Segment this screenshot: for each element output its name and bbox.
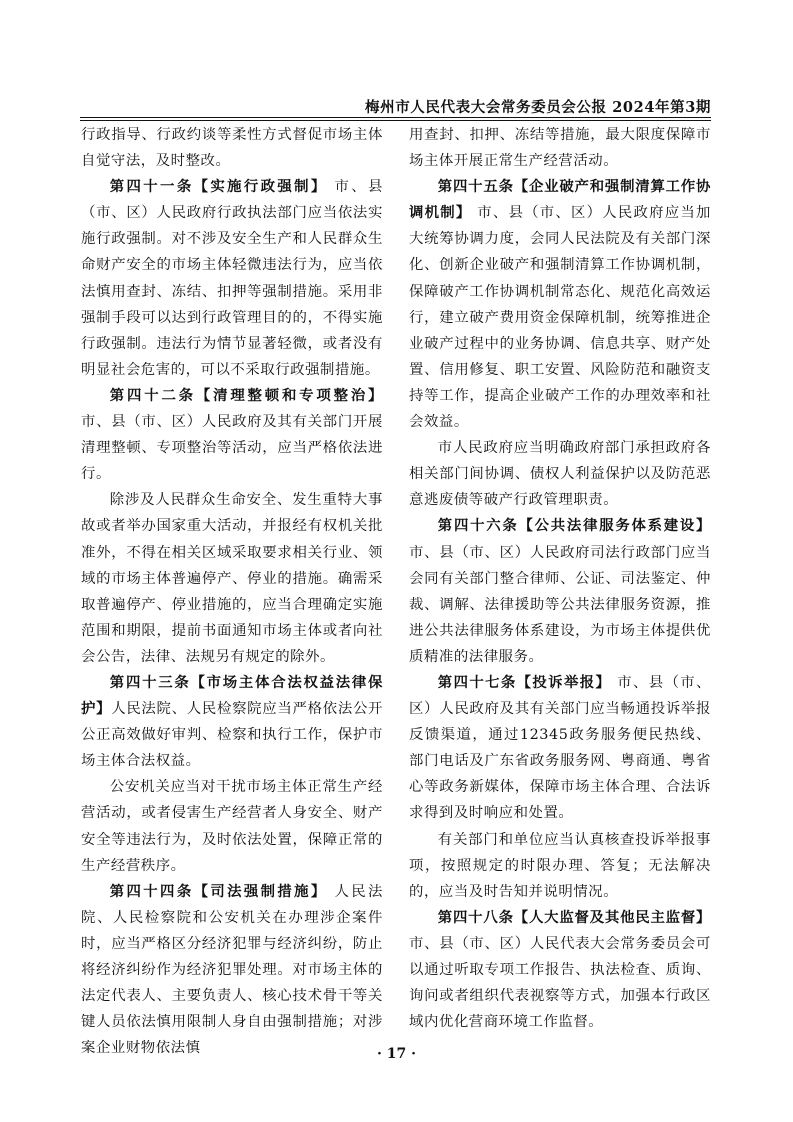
article-46 <box>409 513 711 670</box>
continued-paragraph: 用查封、扣押、冻结等措施，最大限度保障市场主体开展正常生产经营活动。 <box>409 127 711 170</box>
article-43-paragraph-2: 公安机关应当对干扰市场主体正常生产经营活动，或者侵害生产经营者人身安全、财产安全等违法行为，及时依法处置，保障正常的生产经营秩序。 <box>81 779 383 874</box>
article-43 <box>81 670 383 774</box>
left-column <box>81 122 383 1061</box>
article-47-title: 第四十七条【投诉举报】 <box>437 673 612 691</box>
continued-paragraph: 行政指导、行政约谈等柔性方式督促市场主体自觉守法，及时整改。 <box>81 127 383 170</box>
article-41-title: 第四十一条【实施行政强制】 <box>109 178 328 196</box>
article-45-title: 第四十五条【企业破产和强制清算工作协调机制】 <box>409 178 711 222</box>
right-column <box>409 122 711 1035</box>
article-45 <box>409 174 711 435</box>
article-44-title: 第四十四条【司法强制措施】 <box>109 882 328 900</box>
article-47 <box>409 670 711 827</box>
journal-header: 梅州市人民代表大会常务委员会公报 2024年第3期 <box>365 99 711 116</box>
article-41-text: 市、县（市、区）人民政府行政执法部门应当依法实施行政强制。对不涉及安全生产和人民群众生命财产安全的市场主体轻微违法行为，应当依法慎用查封、冻结、扣押等强制措施。采用非强制手段可以达到行政管理目的的，不得实施行政强制。违法行为情节显著轻微，或者没有明显社会危害的，可以不采取行政强制措施。 <box>81 179 383 378</box>
header-rule-thin <box>80 120 711 121</box>
article-47-paragraph-2: 有关部门和单位应当认真核查投诉举报事项，按照规定的时限办理、答复；无法解决的，应当及时告知并说明情况。 <box>409 831 711 900</box>
article-47-text: 市、县（市、区）人民政府及其有关部门应当畅通投诉举报反馈渠道，通过12345政务服务便民热线、部门电话及广东省政务服务网、粤商通、粤省心等政务新媒体，保障市场主体合理、合法诉求得到及时响应和处置。 <box>409 674 711 822</box>
article-43-text: 人民法院、人民检察院应当严格依法公开公正高效做好审判、检察和执行工作，保护市场主体合法权益。 <box>81 701 383 770</box>
article-42 <box>81 383 383 487</box>
article-44 <box>81 879 383 1062</box>
article-48 <box>409 905 711 1035</box>
article-42-text: 市、县（市、区）人民政府及其有关部门开展清理整顿、专项整治等活动，应当严格依法进行。 <box>81 414 383 483</box>
article-46-text: 市、县（市、区）人民政府司法行政部门应当会同有关部门整合律师、公证、司法鉴定、仲裁、调解、法律援助等公共法律服务资源，推进公共法律服务体系建设，为市场主体提供优质精准的法律服务。 <box>409 544 711 665</box>
article-41 <box>81 174 383 383</box>
page-number: · 17 · <box>377 1046 416 1062</box>
header-rule-thick <box>80 117 711 118</box>
article-43-title: 第四十三条【市场主体合法权益法律保护】 <box>81 673 383 718</box>
article-45-text: 市、县（市、区）人民政府应当加大统筹协调力度，会同人民法院及有关部门深化、创新企业破产和强制清算工作协调机制，保障破产工作协调机制常态化、规范化高效运行，建立破产费用资金保障机制，统筹推进企业破产过程中的业务协调、信息共享、财产处置、信用修复、职工安置、风险防范和融资支持等工作，提高企业破产工作的办理效率和社会效益。 <box>409 205 711 431</box>
article-48-text: 市、县（市、区）人民代表大会常务委员会可以通过听取专项工作报告、执法检查、质询、询问或者组织代表视察等方式，加强本行政区域内优化营商环境工作监督。 <box>409 935 711 1031</box>
article-46-title: 第四十六条【公共法律服务体系建设】 <box>437 517 711 535</box>
article-42-paragraph-2: 除涉及人民群众生命安全、发生重特大事故或者举办国家重大活动，并报经有权机关批准外，不得在相关区域采取要求相关行业、领域的市场主体普遍停产、停业的措施。确需采取普遍停产、停业措施的，应当合理确定实施范围和期限，提前书面通知市场主体或者向社会公告，法律、法规另有规定的除外。 <box>81 492 383 665</box>
article-42-title: 第四十二条【清理整顿和专项整治】 <box>109 386 383 404</box>
article-45-paragraph-2: 市人民政府应当明确政府部门承担政府各相关部门间协调、债权人利益保护以及防范恶意逃废债等破产行政管理职责。 <box>409 440 711 509</box>
article-48-title: 第四十八条【人大监督及其他民主监督】 <box>437 908 711 926</box>
article-44-text: 人民法院、人民检察院和公安机关在办理涉企案件时，应当严格区分经济犯罪与经济纠纷，防止将经济纠纷作为经济犯罪处理。对市场主体的法定代表人、主要负责人、核心技术骨干等关键人员依法慎用限制人身自由强制措施；对涉案企业财物依法慎 <box>81 883 383 1057</box>
